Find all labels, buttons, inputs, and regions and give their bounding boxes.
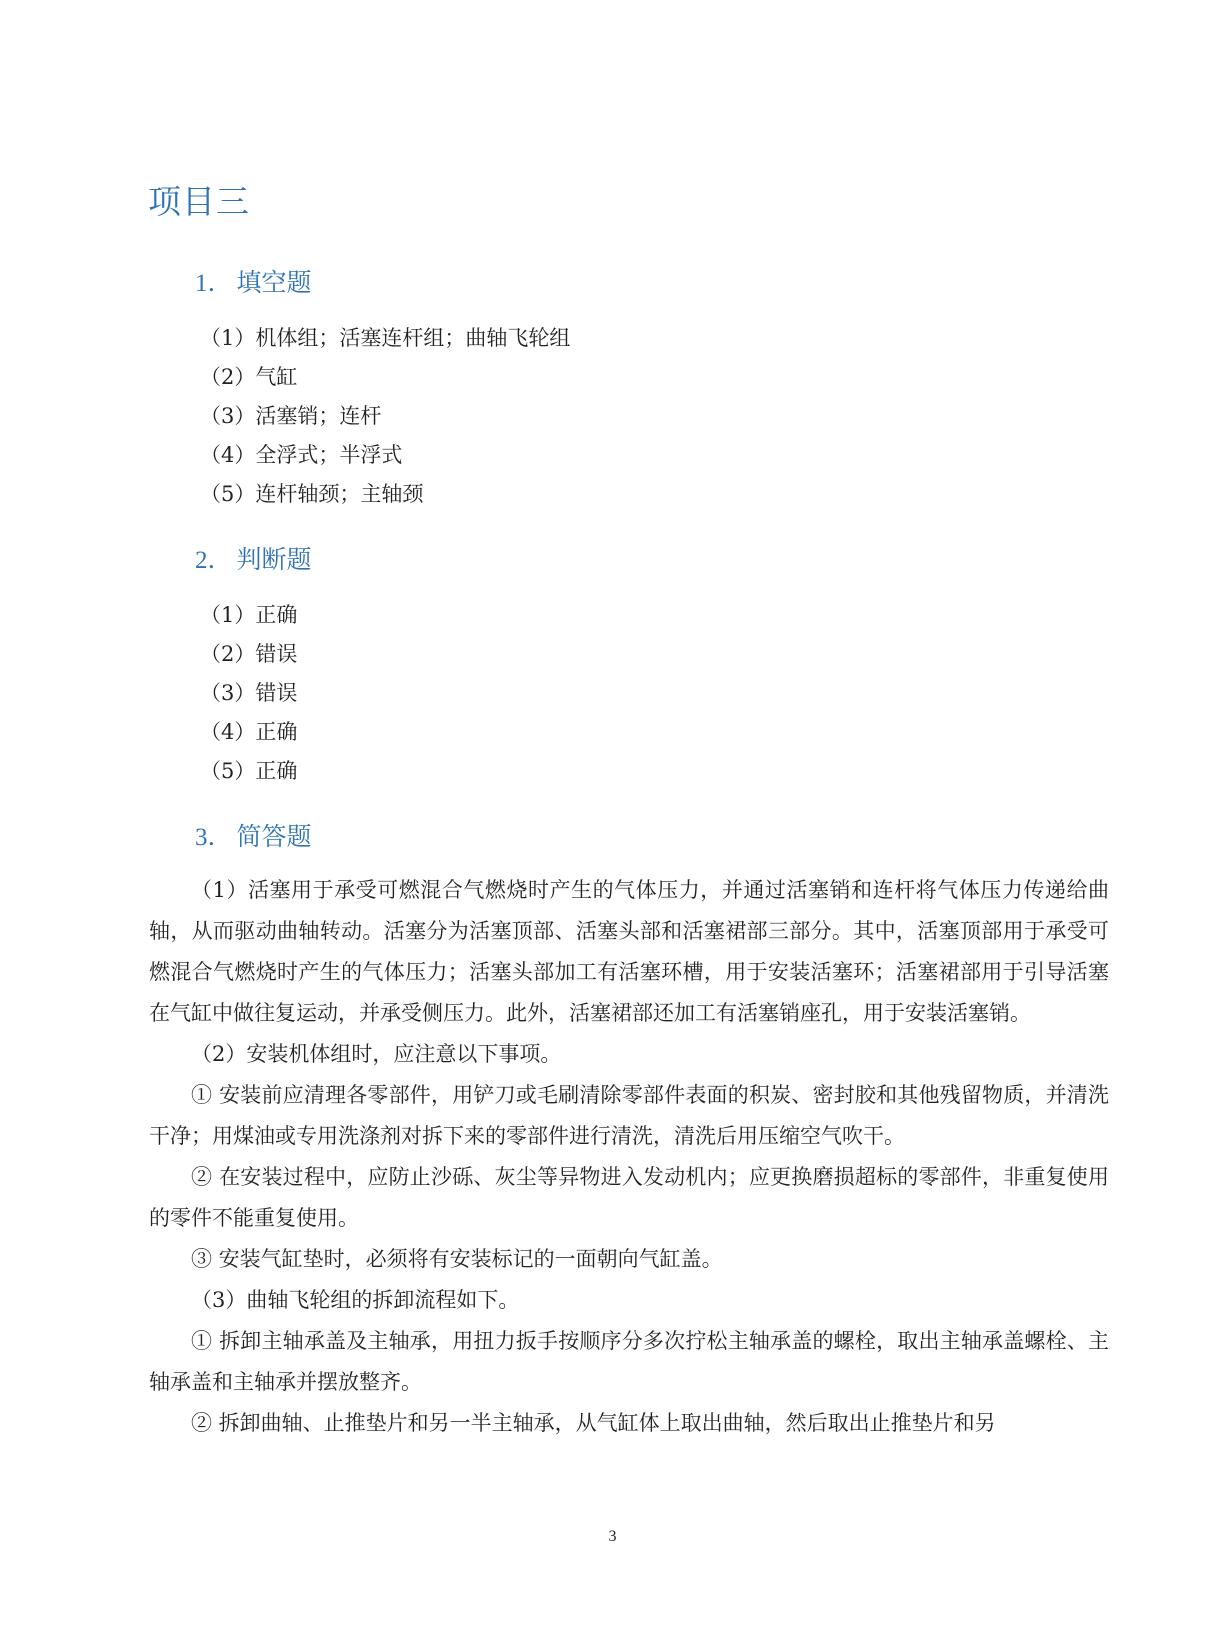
paragraph: ② 拆卸曲轴、止推垫片和另一半主轴承，从气缸体上取出曲轴，然后取出止推垫片和另 bbox=[191, 1411, 996, 1435]
paragraph: （1）活塞用于承受可燃混合气燃烧时产生的气体压力，并通过活塞销和连杆将气体压力传递给曲轴，从而驱动曲轴转动。活塞分为活塞顶部、活塞头部和活塞裙部三部分。其中，活塞顶部用于承受可燃混合气燃烧时产生的气体压力；活塞头部加工有活塞环槽，用于安装活塞环；活塞裙部用于引导活塞在气缸中做往复运动，并承受侧压力。此外，活塞裙部还加工有活塞销座孔，用于安装活塞销。 bbox=[149, 878, 1109, 1025]
answer-item: （1）正确 bbox=[200, 603, 298, 627]
paragraph: （3）曲轴飞轮组的拆卸流程如下。 bbox=[191, 1288, 520, 1312]
paragraph: ③ 安装气缸垫时，必须将有安装标记的一面朝向气缸盖。 bbox=[191, 1247, 723, 1271]
answer-item: （3）活塞销；连杆 bbox=[200, 404, 382, 428]
section-number: 1． bbox=[195, 270, 233, 297]
section-number: 3． bbox=[195, 824, 233, 851]
short-answer-body bbox=[149, 870, 1109, 1444]
answer-item: （3）错误 bbox=[200, 681, 298, 705]
section-heading-short bbox=[195, 817, 312, 853]
section-title: 简答题 bbox=[236, 822, 312, 851]
answer-item: （1）机体组；活塞连杆组；曲轴飞轮组 bbox=[200, 326, 571, 350]
answer-item: （2）错误 bbox=[200, 642, 298, 666]
section-heading-judge bbox=[195, 540, 312, 576]
answer-item: （5）连杆轴颈；主轴颈 bbox=[200, 482, 424, 506]
paragraph: ② 在安装过程中，应防止沙砾、灰尘等异物进入发动机内；应更换磨损超标的零部件，非重复使用的零件不能重复使用。 bbox=[149, 1165, 1109, 1230]
paragraph: ① 拆卸主轴承盖及主轴承，用扭力扳手按顺序分多次拧松主轴承盖的螺栓，取出主轴承盖螺栓、主轴承盖和主轴承并摆放整齐。 bbox=[149, 1329, 1109, 1394]
section-heading-fill bbox=[195, 263, 312, 299]
answer-item: （4）全浮式；半浮式 bbox=[200, 443, 403, 467]
paragraph: （2）安装机体组时，应注意以下事项。 bbox=[191, 1042, 562, 1066]
section-title: 填空题 bbox=[236, 268, 312, 297]
answer-item: （4）正确 bbox=[200, 720, 298, 744]
answer-item: （2）气缸 bbox=[200, 365, 298, 389]
answer-item: （5）正确 bbox=[200, 759, 298, 783]
section-title: 判断题 bbox=[236, 545, 312, 574]
page-number: 3 bbox=[608, 1528, 617, 1545]
section-number: 2． bbox=[195, 547, 233, 574]
paragraph: ① 安装前应清理各零部件，用铲刀或毛刷清除零部件表面的积炭、密封胶和其他残留物质，并清洗干净；用煤油或专用洗涤剂对拆下来的零部件进行清洗，清洗后用压缩空气吹干。 bbox=[149, 1083, 1109, 1148]
page-title: 项目三 bbox=[148, 182, 250, 221]
